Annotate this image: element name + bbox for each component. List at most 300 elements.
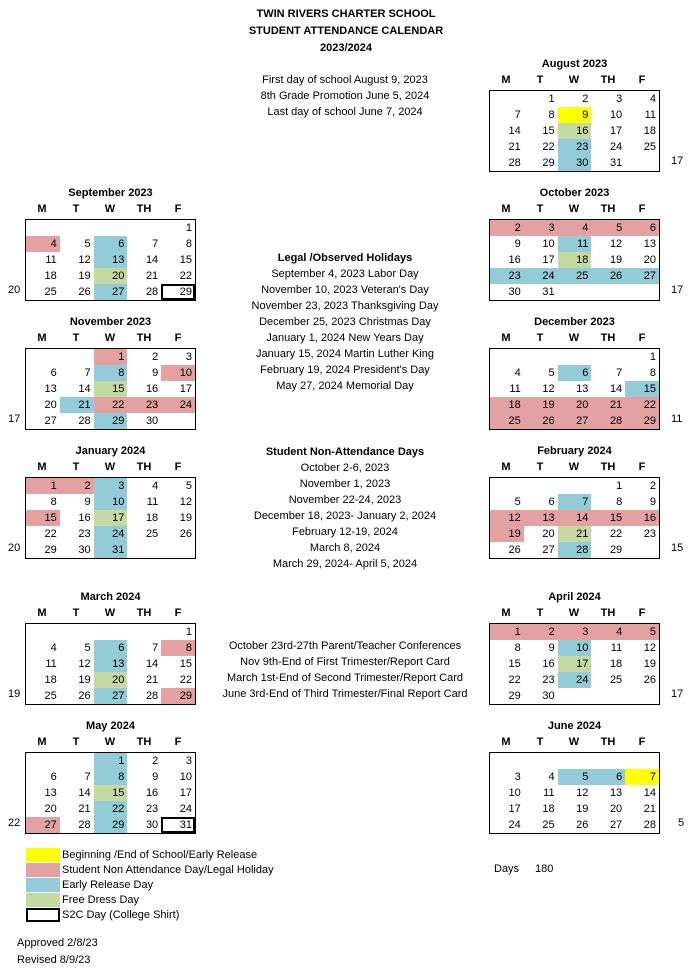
day-cell: 5 [514,496,521,508]
week-row [26,284,195,300]
day-cell: 8 [94,365,128,381]
legend-swatch-blue [26,878,60,892]
day-cell: 5 [84,642,91,654]
day-cell [26,349,60,365]
day-cell [558,284,592,300]
weekday-label: M [37,736,47,748]
day-cell: 15 [179,658,192,670]
day-cell: 13 [643,238,656,250]
holiday-item: November 23, 2023 Thanksgiving Day [251,300,439,312]
legend-item [26,892,274,907]
day-cell: 18 [145,512,159,524]
weekday-label: F [638,74,646,86]
weekday-label: T [72,607,80,619]
day-cell: 18 [542,803,555,815]
day-cell: 11 [558,236,592,252]
day-cell: 13 [44,787,57,799]
week-row [490,139,659,155]
day-cell: 29 [542,157,555,169]
day-cell: 17 [609,125,623,137]
day-cell: 3 [616,93,623,105]
non-attendance-list [200,444,490,572]
day-cell: 19 [524,397,558,413]
day-cell: 10 [508,787,521,799]
month-school-day-count: 19 [8,688,21,700]
week-row [26,640,195,656]
day-cell: 26 [576,819,589,831]
day-cell [558,753,592,769]
day-cell: 17 [558,656,592,672]
legend-label: S2C Day (College Shirt) [62,908,180,921]
weekday-label: W [104,607,116,619]
day-cell: 26 [508,544,521,556]
day-cell: 30 [542,690,555,702]
day-cell: 30 [558,155,592,171]
month-title: August 2023 [541,58,608,70]
week-row [490,801,659,817]
weekday-label: TH [600,203,616,215]
day-cell: 10 [94,494,128,510]
day-cell [591,753,625,769]
legend-swatch-yellow [26,848,60,862]
day-cell: 7 [84,771,91,783]
day-cell: 4 [649,93,656,105]
day-cell: 25 [542,819,555,831]
day-cell: 28 [643,819,656,831]
day-cell: 23 [558,139,592,155]
day-cell: 25 [44,690,57,702]
non-attendance-item: December 18, 2023- January 2, 2024 [253,510,437,522]
day-cell: 30 [78,544,91,556]
day-cell: 29 [625,413,659,429]
day-cell: 18 [609,658,623,670]
month-title: February 2024 [537,445,612,457]
day-cell [524,349,558,365]
day-cell: 15 [591,510,625,526]
day-cell: 12 [576,787,589,799]
month-grid [25,623,196,705]
day-cell: 21 [508,141,521,153]
day-cell: 9 [514,238,521,250]
day-cell: 16 [508,254,521,266]
day-cell: 8 [649,367,656,379]
month-school-day-count: 17 [671,155,684,167]
month-title: January 2024 [75,445,146,457]
day-cell: 1 [490,624,524,640]
month-school-day-count: 22 [8,817,21,829]
day-cell: 1 [548,93,555,105]
day-cell [625,284,659,300]
approved-date: Approved 2/8/23 [17,937,98,949]
day-cell: 7 [558,494,592,510]
month-title: September 2023 [68,187,153,199]
week-row [490,91,659,107]
day-cell: 28 [591,413,625,429]
week-row [490,155,659,171]
day-cell [490,349,524,365]
holiday-item: November 10, 2023 Veteran's Day [261,284,429,296]
day-cell: 12 [179,496,192,508]
month-title: March 2024 [80,591,141,603]
day-cell: 19 [78,270,91,282]
non-attendance-item: March 29, 2024- April 5, 2024 [272,558,418,570]
month-school-day-count: 17 [671,688,684,700]
week-row [26,656,195,672]
weekday-label: W [104,203,116,215]
weekday-label: TH [136,607,152,619]
day-cell: 4 [26,236,60,252]
day-cell: 25 [44,286,57,298]
legend-item [26,847,274,862]
legend-label: Early Release Day [62,878,154,891]
day-cell: 22 [609,528,623,540]
day-cell: 2 [152,351,159,363]
day-cell [490,753,524,769]
week-row [26,220,195,236]
weekday-label: W [568,332,580,344]
day-cell: 16 [625,510,659,526]
day-cell [94,220,128,236]
day-cell [591,284,625,300]
weekday-label: F [174,736,182,748]
day-cell: 5 [185,480,192,492]
month-grid [25,752,196,834]
day-cell: 11 [610,642,623,654]
day-cell: 23 [542,674,555,686]
day-cell: 5 [558,769,592,785]
day-cell: 15 [179,254,192,266]
day-cell: 27 [558,413,592,429]
key-date: First day of school August 9, 2023 [262,74,428,86]
month-grid [489,348,660,430]
day-cell: 12 [542,383,555,395]
day-cell: 30 [508,286,521,298]
weekday-label: TH [600,74,616,86]
day-cell: 2 [649,480,656,492]
legend-label: Free Dress Day [62,893,140,906]
day-cell: 4 [548,771,555,783]
month-school-day-count: 15 [671,542,684,554]
month-grid [489,623,660,705]
days-total: 180 [535,863,554,875]
day-cell: 26 [591,268,625,284]
day-cell: 26 [179,528,192,540]
week-row [490,236,659,252]
day-cell: 17 [179,383,192,395]
weekday-label: W [568,461,580,473]
holiday-item: September 4, 2023 Labor Day [271,268,419,280]
day-cell [625,155,659,171]
day-cell [60,624,94,640]
day-cell: 21 [643,803,656,815]
day-cell: 16 [145,787,159,799]
week-row [26,252,195,268]
day-cell: 28 [508,157,521,169]
day-cell: 15 [625,381,659,397]
day-cell: 31 [161,817,195,833]
month-title: June 2024 [547,720,602,732]
day-cell: 25 [643,141,656,153]
day-cell: 22 [542,141,555,153]
day-cell: 8 [50,496,57,508]
weekday-label: M [501,74,511,86]
weekday-label: M [501,607,511,619]
day-cell: 5 [625,624,659,640]
week-row [490,640,659,656]
day-cell: 9 [649,496,656,508]
day-cell [558,349,592,365]
week-row [490,220,659,236]
day-cell: 10 [609,109,623,121]
day-cell: 30 [145,819,159,831]
day-cell [127,220,161,236]
day-cell: 27 [44,415,57,427]
non-attendance-item: November 22-24, 2023 [288,494,402,506]
legend [26,847,274,922]
day-cell: 13 [609,787,623,799]
day-cell: 29 [94,817,128,833]
day-cell: 15 [508,658,521,670]
week-row [26,397,195,413]
day-cell [490,478,524,494]
weekday-label: T [536,461,544,473]
week-row [490,785,659,801]
weekday-label: F [638,607,646,619]
day-cell: 29 [161,284,195,300]
day-cell: 3 [94,478,128,494]
day-cell: 11 [644,109,656,121]
legend-label: Beginning /End of School/Early Release [62,848,258,861]
day-cell: 17 [542,254,555,266]
day-cell: 8 [514,642,521,654]
day-cell [60,753,94,769]
day-cell: 6 [548,496,555,508]
day-cell: 1 [616,480,623,492]
weekday-label: TH [600,607,616,619]
school-name: TWIN RIVERS CHARTER SCHOOL [256,8,436,20]
month-grid [25,348,196,430]
day-cell: 20 [44,803,57,815]
weekday-label: TH [600,736,616,748]
day-cell: 30 [145,415,159,427]
week-row [490,526,659,542]
day-cell: 12 [78,658,91,670]
day-cell: 24 [94,526,128,542]
weekday-label: F [174,203,182,215]
day-cell: 16 [145,383,159,395]
day-cell: 14 [643,787,656,799]
day-cell: 25 [558,268,592,284]
weekday-label: TH [600,461,616,473]
weekday-label: F [174,461,182,473]
day-cell: 21 [78,803,91,815]
day-cell: 15 [94,785,128,801]
day-cell: 25 [609,674,623,686]
holiday-item: May 27, 2024 Memorial Day [276,380,414,392]
calendar-title: STUDENT ATTENDANCE CALENDAR [248,25,444,37]
day-cell: 1 [649,351,656,363]
day-cell: 27 [94,688,128,704]
weekday-label: W [568,203,580,215]
non-attendance-title: Student Non-Attendance Days [265,446,425,458]
week-row [490,284,659,300]
day-cell: 14 [609,383,623,395]
month-grid [25,219,196,301]
legend-item [26,907,274,922]
day-cell: 28 [78,415,91,427]
day-cell [558,688,592,704]
day-cell: 8 [548,109,555,121]
day-cell: 29 [161,688,195,704]
week-row [490,107,659,123]
legend-item [26,877,274,892]
day-cell: 18 [44,674,57,686]
day-cell: 26 [78,690,91,702]
week-row [26,365,195,381]
day-cell: 8 [185,238,192,250]
weekday-label: T [72,461,80,473]
day-cell: 9 [84,496,91,508]
day-cell: 20 [94,672,128,688]
week-row [26,510,195,526]
day-cell: 13 [44,383,57,395]
day-cell: 3 [524,220,558,236]
weekday-label: W [104,332,116,344]
day-cell: 20 [643,254,656,266]
week-row [490,510,659,526]
day-cell: 20 [44,399,57,411]
month-grid [25,477,196,559]
day-cell: 2 [490,220,524,236]
week-row [490,817,659,833]
day-cell: 20 [94,268,128,284]
day-cell: 4 [152,480,159,492]
day-cell [161,413,195,429]
day-cell: 17 [179,787,192,799]
legend-item [26,862,274,877]
day-cell: 23 [643,528,656,540]
day-cell: 3 [185,755,192,767]
day-cell: 27 [26,817,60,833]
day-cell: 29 [508,690,521,702]
day-cell: 6 [558,365,592,381]
day-cell: 12 [78,254,91,266]
week-row [26,494,195,510]
non-attendance-item: February 12-19, 2024 [292,526,398,538]
day-cell: 22 [94,801,128,817]
week-row [490,268,659,284]
event-item: October 23rd-27th Parent/Teacher Conferences [228,640,462,652]
day-cell: 19 [179,512,192,524]
weekday-label: T [536,607,544,619]
month-grid [489,219,660,301]
day-cell: 12 [609,238,623,250]
day-cell: 13 [524,510,558,526]
day-cell [26,624,60,640]
day-cell: 11 [45,658,57,670]
day-cell: 27 [609,819,623,831]
day-cell: 28 [78,819,91,831]
weekday-label: M [37,203,47,215]
month-school-day-count: 17 [8,413,21,425]
day-cell: 21 [591,397,625,413]
day-cell: 22 [179,270,192,282]
day-cell: 5 [548,367,555,379]
week-row [490,413,659,429]
day-cell: 31 [609,157,623,169]
week-row [26,381,195,397]
day-cell: 3 [185,351,192,363]
revised-date: Revised 8/9/23 [17,954,91,966]
day-cell: 1 [94,349,128,365]
day-cell: 25 [145,528,159,540]
holiday-item: February 19, 2024 President's Day [260,364,430,376]
weekday-label: TH [136,461,152,473]
weekday-label: M [37,461,47,473]
holiday-item: January 15, 2024 Martin Luther King [256,348,434,360]
weekday-label: TH [136,736,152,748]
day-cell: 19 [576,803,589,815]
day-cell: 4 [514,367,521,379]
day-cell: 20 [542,528,555,540]
month-school-day-count: 11 [671,413,683,425]
day-cell: 8 [161,640,195,656]
events-list [200,638,490,702]
week-row [26,801,195,817]
day-cell: 2 [60,478,94,494]
week-row [26,413,195,429]
weekday-label: M [501,736,511,748]
day-cell: 16 [78,512,91,524]
day-cell: 2 [524,624,558,640]
day-cell: 14 [78,383,91,395]
school-year: 2023/2024 [320,42,372,54]
day-cell: 27 [625,268,659,284]
week-row [26,769,195,785]
day-cell: 29 [44,544,57,556]
day-cell: 9 [152,367,159,379]
event-item: March 1st-End of Second Trimester/Report Card [227,672,463,684]
day-cell: 11 [45,254,57,266]
weekday-label: M [501,203,511,215]
weekday-label: T [72,736,80,748]
day-cell: 7 [625,769,659,785]
day-cell: 22 [94,397,128,413]
week-row [26,349,195,365]
day-cell: 31 [94,542,128,558]
weekday-label: T [536,203,544,215]
day-cell: 18 [558,252,592,268]
holiday-item: January 1, 2024 New Years Day [266,332,424,344]
weekday-label: M [501,332,511,344]
day-cell: 23 [78,528,91,540]
weekday-label: TH [136,332,152,344]
day-cell: 6 [50,771,57,783]
day-cell: 24 [508,819,521,831]
day-cell: 8 [94,769,128,785]
week-row [490,397,659,413]
day-cell: 2 [582,93,589,105]
day-cell: 8 [616,496,623,508]
weekday-label: F [174,607,182,619]
day-cell: 6 [94,236,128,252]
day-cell: 7 [616,367,623,379]
non-attendance-item: October 2-6, 2023 [300,462,390,474]
day-cell: 7 [514,109,521,121]
month-title: October 2023 [539,187,610,199]
month-school-day-count: 17 [671,284,684,296]
day-cell: 14 [145,254,159,266]
